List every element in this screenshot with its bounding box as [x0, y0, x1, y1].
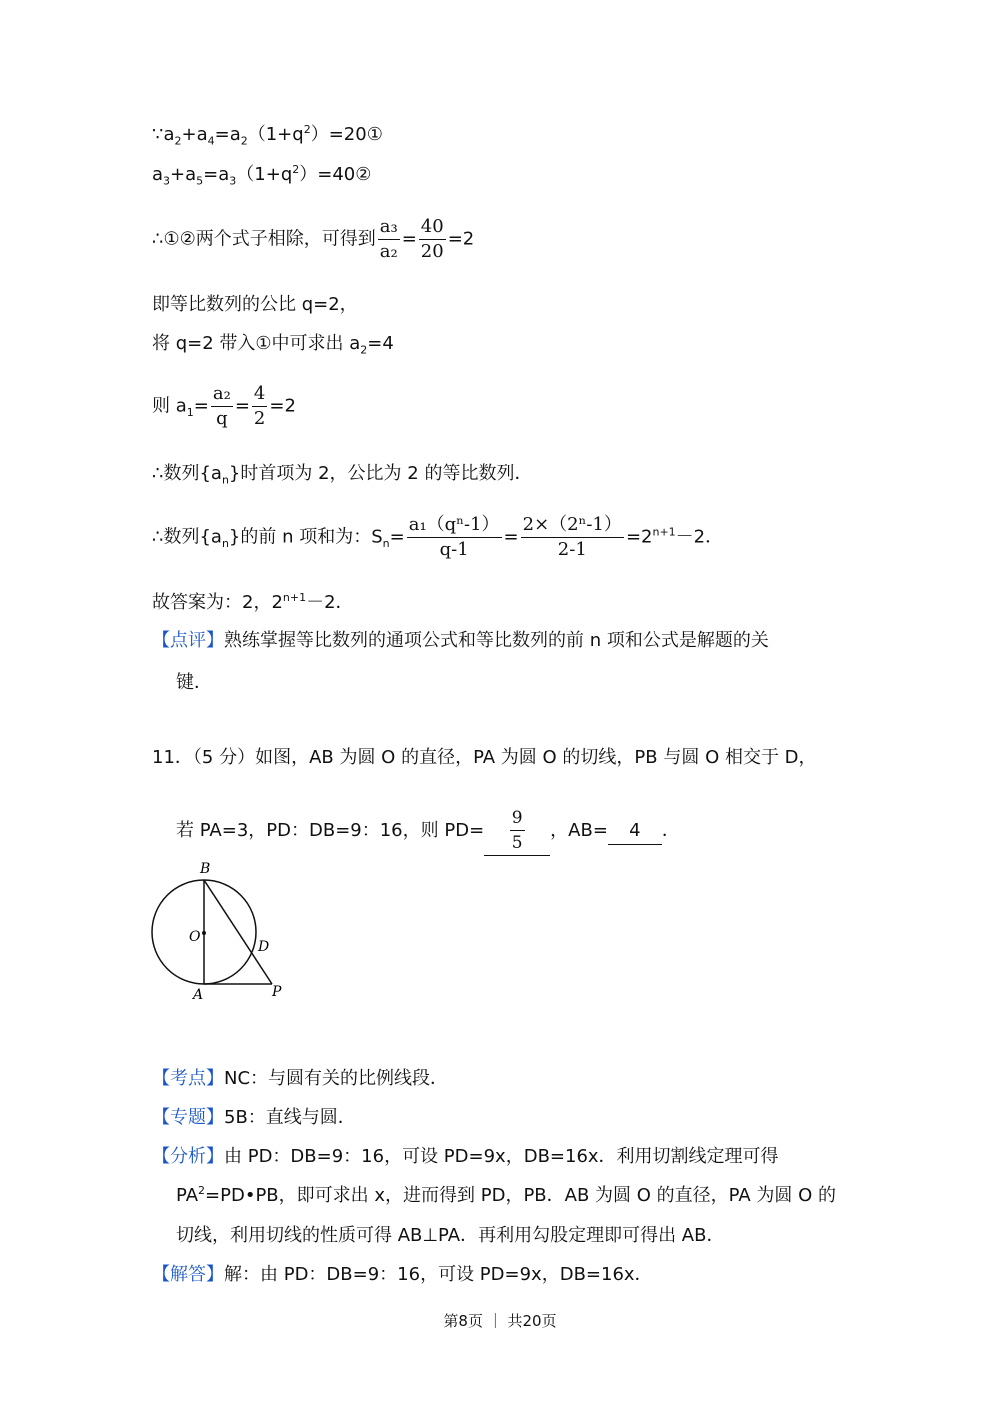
- fraction-4-2: $\frac{4}{2}$: [253, 383, 266, 429]
- label-b: B: [200, 861, 211, 877]
- fenxi-line2: $PA^2=PD•PB$，即可求出 x，进而得到 PD，PB．AB 为圆 O 的直径，PA 为圆 O 的: [176, 1184, 837, 1206]
- question-11-line1: 11．（5 分）如图，AB 为圆 O 的直径，PA 为圆 O 的切线，PB 与圆 O 相交于 D，: [152, 747, 817, 768]
- line-a1: 则 $a_1=$ $\frac{\text{a₂}}{q}$ = $\frac{4}{2}$ =2: [152, 383, 296, 429]
- fraction-a3-a2: $\frac{\text{a₃}}{\text{a₂}}$: [379, 216, 398, 262]
- circle-figure: [145, 855, 295, 1005]
- line-answer: 故答案为：2，$2^{n+1}-2$．: [152, 591, 354, 613]
- line-conclusion: ∴数列$\{a_n\}$时首项为 2，公比为 2 的等比数列．: [152, 463, 533, 487]
- line-ratio: 即等比数列的公比 q=2，: [152, 294, 358, 315]
- line-eq2: $a_3+a_5=a_3(1+q^2)=40②$: [152, 163, 372, 188]
- secant-pb: [204, 880, 272, 984]
- label-a: A: [193, 987, 204, 1003]
- fraction-40-20: $\frac{40}{20}$: [420, 216, 444, 262]
- line-divide: ∴①②两个式子相除，可得到 $\frac{\text{a₃}}{\text{a₂}}$ = $\frac{40}{20}$ =2: [152, 216, 475, 262]
- fraction-9-5: $\frac{9}{5}$: [511, 808, 523, 853]
- fraction-sum-specific: $\frac{\text{2×（2ⁿ-1）}}{2-1}$: [522, 514, 622, 560]
- zhuanti: 【专题】5B：直线与圆．: [152, 1107, 356, 1128]
- line-sum: ∴数列$\{a_n\}$的前 n 项和为：$S_n=$ $\frac{\text{a₁（qⁿ-1）}}{q-1}$ = $\frac{\text{2×（2ⁿ-1）}}{2-1}$ $=2^{n+1}-2$．: [152, 514, 724, 560]
- line-a2: 将 q=2 带入①中可求出 $a_2=4$: [152, 333, 394, 357]
- fraction-a2-q: $\frac{\text{a₂}}{q}$: [212, 383, 231, 429]
- pd-answer-blank: [484, 806, 550, 856]
- fenxi: 【分析】由 PD：DB=9：16，可设 PD=9x，DB=16x．利用切割线定理可得: [152, 1146, 779, 1167]
- fraction-sum-general: $\frac{\text{a₁（qⁿ-1）}}{q-1}$: [408, 514, 500, 560]
- review-cont: 键．: [176, 672, 212, 693]
- line-eq1: $\because a_2+a_4=a_2(1+q^2)=20①$: [152, 123, 383, 148]
- center-dot: [202, 931, 206, 935]
- label-d: D: [258, 939, 270, 955]
- ab-answer-blank: 4: [608, 818, 662, 845]
- jieda: 【解答】解：由 PD：DB=9：16，可设 PD=9x，DB=16x．: [152, 1264, 653, 1285]
- kaodian: 【考点】NC：与圆有关的比例线段．: [152, 1068, 449, 1089]
- label-o: O: [189, 929, 201, 945]
- page-footer: 第8页 ｜ 共20页: [443, 1312, 557, 1330]
- review: 【点评】熟练掌握等比数列的通项公式和等比数列的前 n 项和公式是解题的关: [152, 630, 769, 651]
- label-p: P: [272, 984, 282, 1000]
- fenxi-line3: 切线，利用切线的性质可得 AB⊥PA．再利用勾股定理即可得出 AB．: [176, 1225, 725, 1246]
- question-11-line2: 若 PA=3，PD：DB=9：16，则 PD= $\frac{9}{5}$ ，AB= 4 ．: [176, 806, 680, 856]
